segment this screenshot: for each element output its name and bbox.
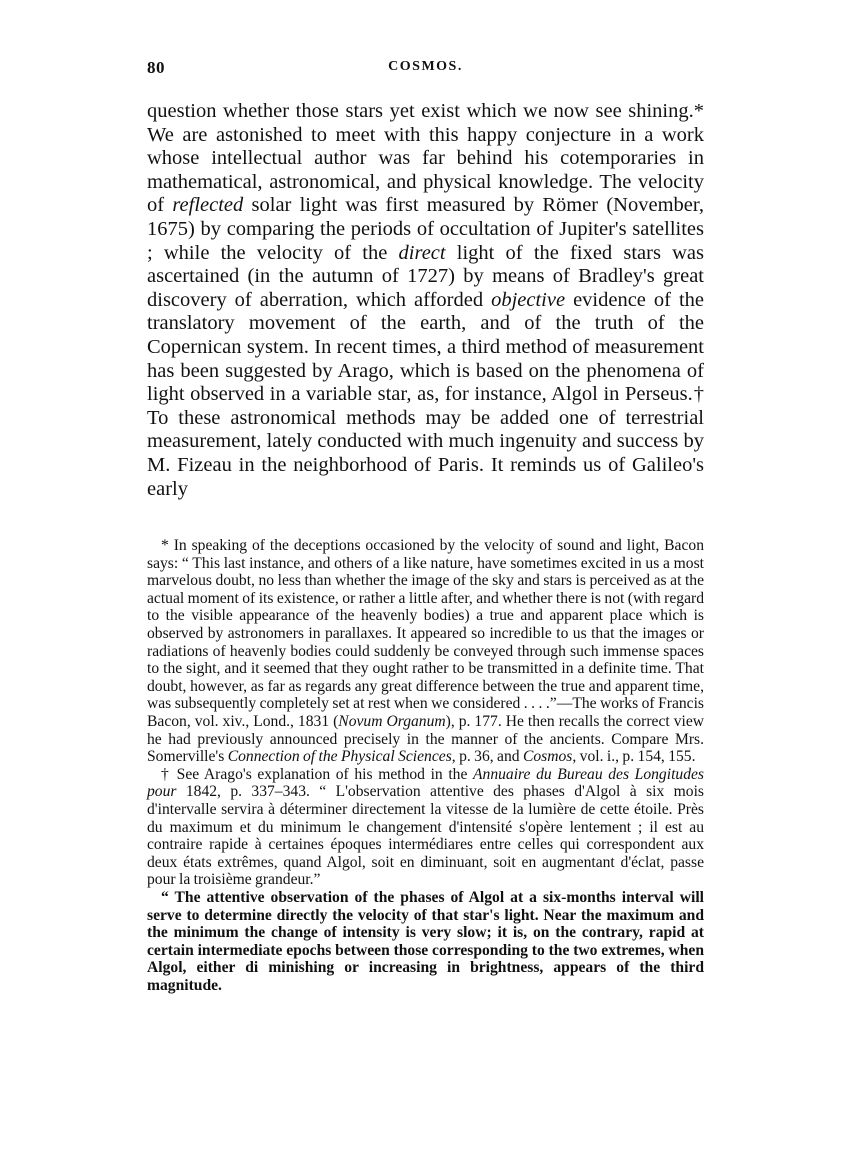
footnote-segment: , vol. i., p. 154, 155. — [572, 748, 696, 766]
footnote-bacon — [147, 537, 704, 766]
footnote-arago — [147, 766, 704, 889]
running-title: COSMOS. — [388, 59, 463, 74]
body-segment: light of the fixed stars was ascertained (in the autumn of 1727) by means of Bradley's great discovery of aberration, which afforded — [147, 241, 704, 311]
page — [147, 58, 704, 995]
footnote-segment: “ The attentive observation of the phases of Algol at a six-months interval will serve to determine directly the velocity of that star's light. Near the maximum and the minimum the change of intensity is very slow; it is, on the contrary, rapid at certain intermediate epochs between those corresponding to the two extremes, when Algol, either di minishing or increasing in brightness, appears of the third magnitude. — [147, 888, 704, 994]
footnote-segment: ), p. 177. He then recalls the correct view he had previously announced precisely in the manner of the ancients. Compare Mrs. Somerville's — [147, 713, 705, 766]
footnote-italic-segment: Annuaire du Bureau des Longitudes pour — [147, 765, 704, 801]
footnotes — [147, 537, 704, 994]
body-text — [147, 100, 704, 501]
footnote-segment: † See Arago's explanation of his method in the — [161, 765, 474, 783]
running-head — [147, 58, 704, 88]
footnote-segment: 1842, p. 337–343. “ L'observation attentive des phases d'Algol à six mois d'intervalle servira à déterminer directement la vitesse de la lumière de cette étoile. Près du maximum et du minimum le changement d'intensité s'opère lentement ; il est au contraire rapide à certaines époques intermédiares entre celles qui correspondent aux deux états extrêmes, quand Algol, soit en diminuant, soit en augmentant d'éclat, passe pour la troisième grandeur.” — [147, 783, 704, 889]
footnote-italic-segment: Cosmos — [522, 748, 573, 766]
body-italic-segment: direct — [398, 241, 446, 264]
body-segment: question whether those stars yet exist which we now see shining.* We are astonished to meet with this happy conjecture in a work whose intellectual author was far behind his cotemporaries in mathematical, astronomical, and physical knowledge. The velocity of — [147, 100, 704, 217]
footnote-segment: , p. 36, and — [451, 748, 523, 766]
body-paragraph — [147, 100, 704, 501]
footnote-translation — [147, 889, 704, 995]
body-segment: evidence of the translatory movement of the earth, and of the truth of the Copernican system. In recent times, a third method of measurement has been suggested by Arago, which is based on the phenomena of light observed in a variable star, as, for instance, Algol in Perseus.† To these astronomical methods may be added one of terrestrial measurement, lately conducted with much ingenuity and success by M. Fizeau in the neighborhood of Paris. It reminds us of Galileo's early — [147, 288, 704, 500]
body-italic-segment: objective — [491, 288, 566, 311]
page-number: 80 — [147, 58, 165, 77]
footnote-italic-segment: Novum Organum — [338, 713, 446, 731]
body-segment: solar light was first measured by Römer (November, 1675) by comparing the periods of occultation of Jupiter's satellites ; while the velocity of the — [147, 194, 705, 264]
footnote-segment: * In speaking of the deceptions occasioned by the velocity of sound and light, Bacon says: “ This last instance, and others of a like nature, have sometimes excited in us a most marvelous doubt, no less than whether the image of the sky and stars is perceived as at the actual moment of its existence, or rather a little after, and whether there is not (with regard to the visible appearance of the heavenly bodies) a true and apparent place which is observed by astronomers in parallaxes. It appeared so incredible to us that the images or radiations of heavenly bodies could suddenly be conveyed through such immense spaces to the sight, and it seemed that they ought rather to be transmitted in a definite time. That doubt, however, as far as regards any great difference between the true and apparent time, was subsequently completely set at rest when we considered . . . .”—The works of Francis Bacon, vol. xiv., Lond., 1831 ( — [147, 537, 704, 731]
body-italic-segment: reflected — [172, 194, 244, 217]
footnote-italic-segment: Connection of the Physical Sciences — [227, 748, 452, 766]
